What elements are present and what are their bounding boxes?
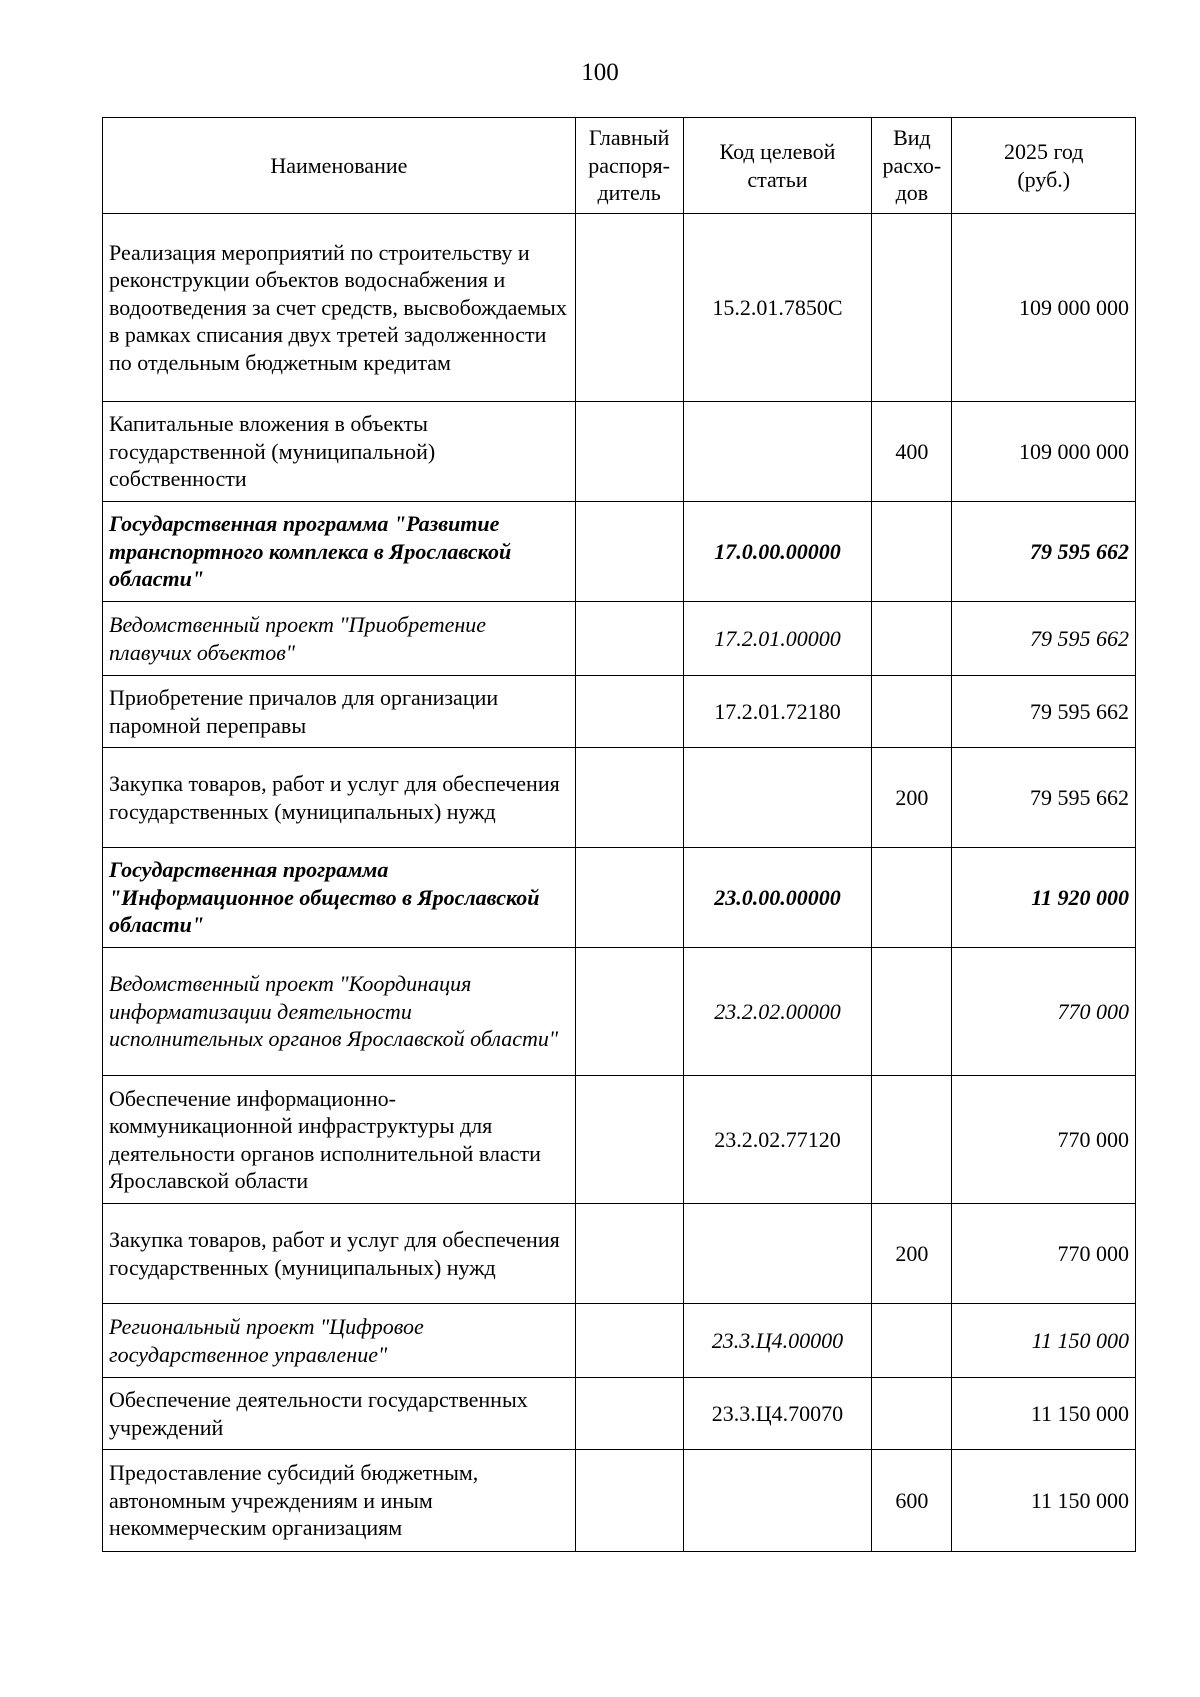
cell-code: 23.0.00.00000 (683, 848, 872, 948)
cell-main (575, 402, 683, 502)
table-row (103, 848, 1136, 948)
cell-main (575, 848, 683, 948)
cell-main (575, 1378, 683, 1450)
cell-main (575, 1304, 683, 1378)
header-name (103, 118, 576, 214)
cell-type (872, 502, 952, 602)
cell-main (575, 1076, 683, 1204)
table-row (103, 1076, 1136, 1204)
table-row (103, 1304, 1136, 1378)
cell-sum: 770 000 (952, 1204, 1136, 1304)
cell-name: Реализация мероприятий по строительству и реконструкции объектов водоснабжения и водоотведения за счет средств, высвобождаемых в рамках списания двух третей задолженности по отдельным бюджетным кредитам (103, 214, 576, 402)
cell-name: Ведомственный проект "Приобретение плавучих объектов" (103, 602, 576, 676)
cell-type (872, 1304, 952, 1378)
cell-main (575, 748, 683, 848)
cell-code (683, 1450, 872, 1552)
table-row (103, 214, 1136, 402)
cell-type (872, 848, 952, 948)
cell-sum: 11 150 000 (952, 1304, 1136, 1378)
cell-code: 17.2.01.00000 (683, 602, 872, 676)
table-row (103, 1378, 1136, 1450)
cell-code (683, 748, 872, 848)
cell-name: Обеспечение деятельности государственных учреждений (103, 1378, 576, 1450)
cell-sum: 770 000 (952, 1076, 1136, 1204)
cell-name: Капитальные вложения в объекты государственной (муниципальной) собственности (103, 402, 576, 502)
cell-name: Закупка товаров, работ и услуг для обеспечения государственных (муниципальных) нужд (103, 748, 576, 848)
header-type-text: Вид расхо-дов (882, 125, 942, 206)
table-row (103, 1450, 1136, 1552)
cell-sum: 79 595 662 (952, 748, 1136, 848)
table-row (103, 676, 1136, 748)
cell-type: 400 (872, 402, 952, 502)
cell-main (575, 602, 683, 676)
cell-code: 17.0.00.00000 (683, 502, 872, 602)
table-row (103, 402, 1136, 502)
budget-table (102, 117, 1136, 1552)
cell-main (575, 214, 683, 402)
table-row (103, 948, 1136, 1076)
cell-name: Обеспечение информационно-коммуникационной инфраструктуры для деятельности органов исполнительной власти Ярославской области (103, 1076, 576, 1204)
cell-code: 23.3.Ц4.70070 (683, 1378, 872, 1450)
cell-type: 600 (872, 1450, 952, 1552)
cell-sum: 770 000 (952, 948, 1136, 1076)
cell-name: Приобретение причалов для организации паромной переправы (103, 676, 576, 748)
cell-type (872, 1378, 952, 1450)
cell-name: Предоставление субсидий бюджетным, автономным учреждениям и иным некоммерческим организациям (103, 1450, 576, 1552)
cell-name: Закупка товаров, работ и услуг для обеспечения государственных (муниципальных) нужд (103, 1204, 576, 1304)
table-body (103, 214, 1136, 1552)
cell-code: 23.3.Ц4.00000 (683, 1304, 872, 1378)
header-code-text: Код целевой статьи (719, 139, 836, 192)
cell-main (575, 676, 683, 748)
cell-type (872, 948, 952, 1076)
table-row (103, 1204, 1136, 1304)
cell-code (683, 402, 872, 502)
cell-code: 15.2.01.7850С (683, 214, 872, 402)
cell-sum: 11 920 000 (952, 848, 1136, 948)
page-number: 100 (581, 59, 619, 86)
cell-name: Государственная программа "Развитие транспортного комплекса в Ярославской области" (103, 502, 576, 602)
cell-sum: 109 000 000 (952, 214, 1136, 402)
cell-code (683, 1204, 872, 1304)
header-name-text: Наименование (270, 152, 408, 178)
cell-type (872, 676, 952, 748)
header-main-text: Главный распоря-дитель (588, 125, 670, 206)
header-code (683, 118, 872, 214)
header-type (872, 118, 952, 214)
cell-type (872, 602, 952, 676)
cell-sum: 79 595 662 (952, 602, 1136, 676)
cell-sum: 109 000 000 (952, 402, 1136, 502)
cell-main (575, 502, 683, 602)
cell-name: Региональный проект "Цифровое государственное управление" (103, 1304, 576, 1378)
cell-type: 200 (872, 1204, 952, 1304)
table-row (103, 748, 1136, 848)
cell-code: 17.2.01.72180 (683, 676, 872, 748)
cell-name: Ведомственный проект "Координация информатизации деятельности исполнительных органов Ярославской области" (103, 948, 576, 1076)
header-sum (952, 118, 1136, 214)
header-row (103, 118, 1136, 214)
cell-code: 23.2.02.77120 (683, 1076, 872, 1204)
cell-type: 200 (872, 748, 952, 848)
cell-name: Государственная программа "Информационное общество в Ярославской области" (103, 848, 576, 948)
cell-main (575, 1450, 683, 1552)
header-sum-text: 2025 год (руб.) (1003, 139, 1084, 192)
cell-sum: 79 595 662 (952, 502, 1136, 602)
cell-main (575, 948, 683, 1076)
cell-sum: 11 150 000 (952, 1378, 1136, 1450)
table-row (103, 502, 1136, 602)
cell-sum: 11 150 000 (952, 1450, 1136, 1552)
cell-code: 23.2.02.00000 (683, 948, 872, 1076)
cell-type (872, 214, 952, 402)
cell-sum: 79 595 662 (952, 676, 1136, 748)
header-main (575, 118, 683, 214)
cell-main (575, 1204, 683, 1304)
table-row (103, 602, 1136, 676)
cell-type (872, 1076, 952, 1204)
